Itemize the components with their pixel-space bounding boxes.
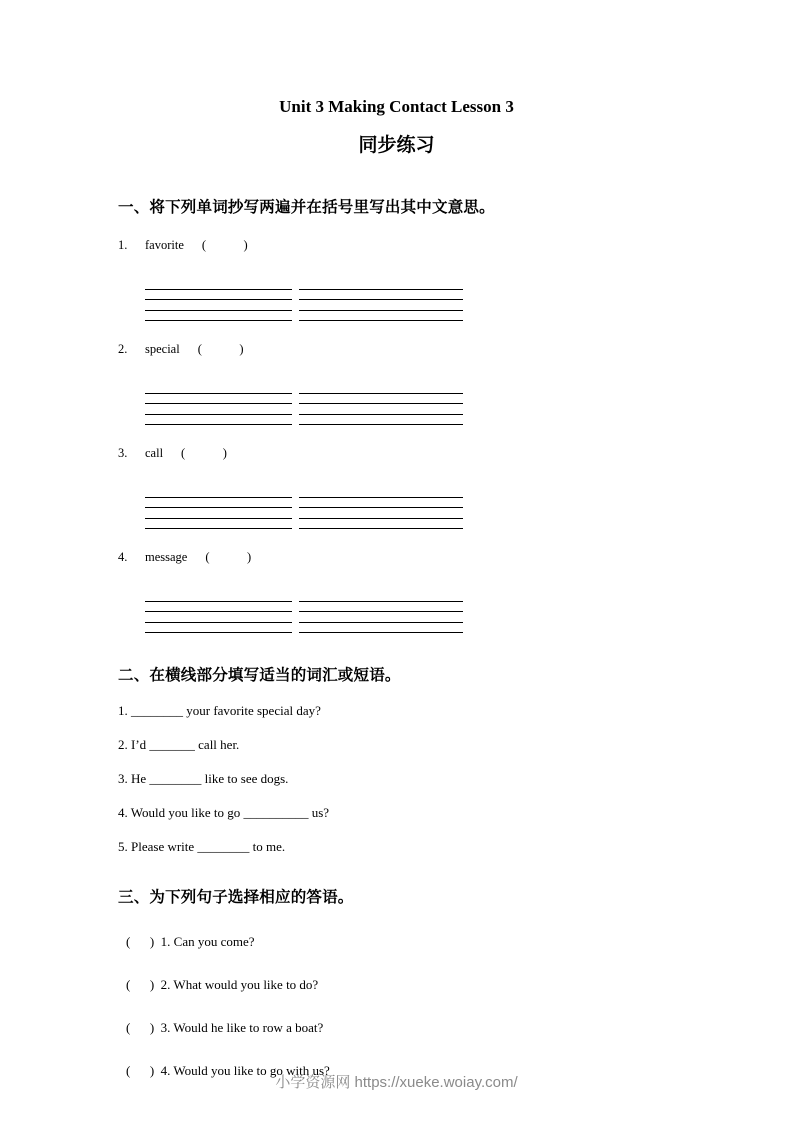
choice-item: ( ) 1. Can you come? [126,934,255,949]
writing-line [145,290,292,301]
writing-line [299,487,463,498]
writing-line [299,300,463,311]
vocab-word: call [145,446,164,460]
writing-line-row [145,623,693,634]
meaning-brackets: ( ) [201,238,248,252]
writing-line [145,602,292,613]
writing-line [145,508,292,519]
item-number: 3. [118,446,128,460]
writing-line [145,519,292,530]
writing-line [299,290,463,301]
writing-line [145,394,292,405]
writing-line [145,498,292,509]
meaning-brackets: ( ) [181,446,227,460]
writing-line [145,404,292,415]
writing-line [299,394,463,405]
writing-lines-block [145,487,693,529]
writing-lines-block [145,591,693,633]
writing-line-row [145,279,693,290]
page-subtitle: 同步练习 [358,135,435,156]
word-head [118,446,693,461]
choice-list [126,934,693,1079]
section-three-heading: 三、为下列句子选择相应的答语。 [118,889,354,906]
writing-line [145,383,292,394]
worksheet-content [118,195,693,1079]
site-footer: 小学资源网 https://xueke.woiay.com/ [275,1074,518,1091]
word-item-special [118,342,693,425]
page-title: Unit 3 Making Contact Lesson 3 [279,97,514,116]
meaning-brackets: ( ) [205,550,252,564]
writing-line-row [145,311,693,322]
writing-line-row [145,498,693,509]
fill-in-item: 1. ________ your favorite special day? [118,703,321,718]
writing-line [145,591,292,602]
meaning-brackets: ( ) [197,342,244,356]
word-item-message [118,550,693,633]
writing-line-row [145,300,693,311]
fill-in-item: 5. Please write ________ to me. [118,839,286,854]
writing-line [299,498,463,509]
writing-line [299,591,463,602]
writing-line-row [145,290,693,301]
vocab-word: special [145,342,180,356]
choice-item: ( ) 2. What would you like to do? [126,977,319,992]
vocab-word: favorite [145,238,184,252]
writing-line [299,311,463,322]
writing-line [145,487,292,498]
writing-line [145,415,292,426]
writing-line-row [145,394,693,405]
writing-line [145,623,292,634]
writing-line-row [145,415,693,426]
writing-line [299,623,463,634]
fill-in-item: 2. I’d _______ call her. [118,737,240,752]
writing-line [299,602,463,613]
word-head [118,342,693,357]
choice-item: ( ) 3. Would he like to row a boat? [126,1020,324,1035]
vocab-word: message [145,550,188,564]
section-one-heading: 一、将下列单词抄写两遍并在括号里写出其中文意思。 [118,199,495,216]
writing-line [299,404,463,415]
writing-line [299,383,463,394]
word-item-call [118,446,693,529]
writing-line [299,508,463,519]
writing-line [299,519,463,530]
word-head [118,550,693,565]
fill-in-item: 3. He ________ like to see dogs. [118,771,289,786]
writing-lines-block [145,383,693,425]
writing-line-row [145,487,693,498]
choice-item: ( ) 4. Would you like to go with us? [126,1063,330,1078]
writing-lines-block [145,279,693,321]
writing-line-row [145,383,693,394]
writing-line [145,612,292,623]
item-number: 2. [118,342,128,356]
writing-line-row [145,602,693,613]
writing-line [145,279,292,290]
writing-line [145,300,292,311]
writing-line [299,415,463,426]
item-number: 4. [118,550,128,564]
fill-in-item: 4. Would you like to go __________ us? [118,805,330,820]
writing-line-row [145,591,693,602]
item-number: 1. [118,238,128,252]
writing-line-row [145,612,693,623]
word-item-favorite [118,238,693,321]
writing-line-row [145,404,693,415]
word-head [118,238,693,253]
section-two-heading: 二、在横线部分填写适当的词汇或短语。 [118,667,401,684]
writing-line-row [145,508,693,519]
writing-line-row [145,519,693,530]
writing-line [299,612,463,623]
fill-in-list [118,703,693,855]
writing-line [299,279,463,290]
writing-line [145,311,292,322]
